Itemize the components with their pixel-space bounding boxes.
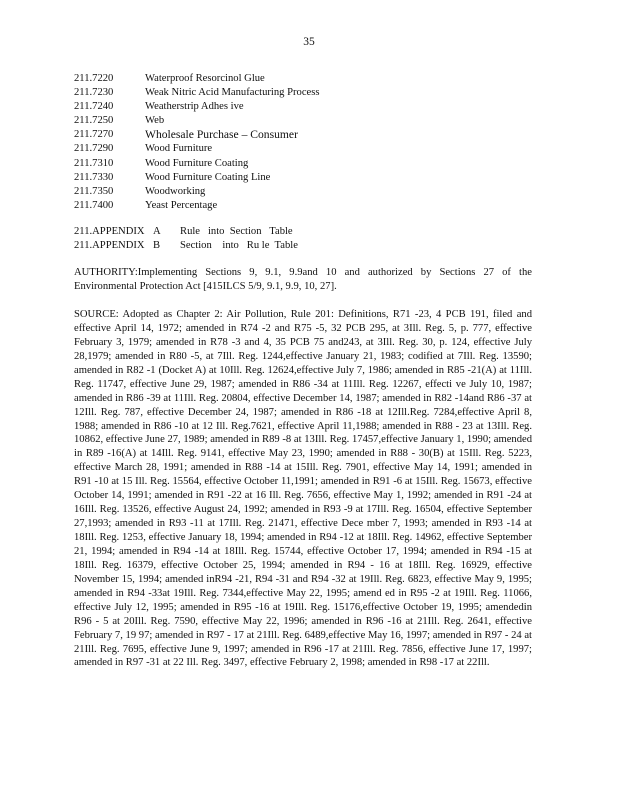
section-row <box>74 72 319 86</box>
section-number: 211.7290 <box>74 143 114 155</box>
page-number: 35 <box>303 36 315 48</box>
appendix-row <box>74 225 298 239</box>
section-number: 211.7270 <box>74 129 114 141</box>
section-row <box>74 86 319 100</box>
section-title: Woodworking <box>145 185 206 197</box>
appendix-label: 211.APPENDIX <box>74 226 145 237</box>
section-row <box>74 199 319 213</box>
section-title: Yeast Percentage <box>145 199 218 211</box>
section-number: 211.7350 <box>74 185 114 197</box>
appendix-row <box>74 239 298 253</box>
section-row <box>74 100 319 114</box>
section-title: Wood Furniture Coating <box>145 157 249 169</box>
section-title: Wood Furniture Coating Line <box>145 171 271 183</box>
section-number: 211.7400 <box>74 199 114 211</box>
section-title: Weatherstrip Adhes ive <box>145 101 244 113</box>
section-title: Web <box>145 115 165 127</box>
section-row <box>74 157 319 171</box>
section-row <box>74 142 319 156</box>
appendix-title: Section into Ru le Table <box>180 240 298 252</box>
section-title: Weak Nitric Acid Manufacturing Process <box>145 87 320 99</box>
section-title: Wholesale Purchase – Consumer <box>145 128 298 142</box>
section-number: 211.7250 <box>74 115 114 127</box>
appendix-title: Rule into Section Table <box>180 226 293 237</box>
section-number: 211.7230 <box>74 87 114 99</box>
appendix-label: 211.APPENDIX <box>74 240 145 252</box>
section-title: Wood Furniture <box>145 143 213 155</box>
section-list <box>74 72 319 213</box>
section-row <box>74 185 319 199</box>
source-note: SOURCE: Adopted as Chapter 2: Air Pollution, Rule 201: Definitions, R71 -23, 4 PCB 191, filed and effective April 14, 1972; amended in R74 -2 and R75 -5, 32 PCB 295, at 3Ill. Reg. 5, p. 777, effective February 3, 1979; amended in R78 -3 and 4, 35 PCB 75 and243, at 3Ill. Reg. 30, p. 124, effective July 28,1979; amended in R80 -5, at 7Ill. Reg. 1244,effective January 21, 1983; codified at 7Ill. Reg. 13590; amended in R82 -1 (Docket A) at 10Ill. Reg. 12624,effective July 7, 1986; amended in R85 -21(A) at 11Ill. Reg. 11747, effective June 29, 1987; amended in R86 -34 at 11Ill. Reg. 12267, effecti ve July 10, 1987; amended in R86 -39 at 11Ill. Reg. 20804, effective December 14, 1987; amended in R82 -14and R86 -37 at 12Ill. Reg. 787, effective December 24, 1987; amended in R86 -18 at 12Ill.Reg. 7284,effective April 8, 1988; amended in R86 -10 at 12 Ill. Reg.7621, effective April 11,1988; amended in R88 - 23 at 13Ill. Reg. 10862, effective June 27, 1989; amended in R89 -8 at 13Ill. Reg. 17457,effective January 1, 1990; amended in R89 -16(A) at 14Ill. Reg. 9141, effective May 23, 1990; amended in R88 - 30(B) at 15Ill. Reg. 5223, effective March 28, 1991; amended in R88 -14 at 15Ill. Reg. 7901, effective May 14, 1991; amended in R91 -10 at 15 Ill. Reg. 15564, effective October 11,1991; amended in R91 -6 at 15Ill. Reg. 15673, effective October 14, 1991; amended in R91 -22 at 16 Ill. Reg. 7656, effective May 1, 1992; amended in R91 -24 at 16Ill. Reg. 13526, effective August 24, 1992; amended in R93 -9 at 17Ill. Reg. 16504, effective September 27,1993; amended in R93 -11 at 17Ill. Reg. 21471, effective Dece mber 7, 1993; amended in R93 -14 at 18Ill. Reg. 1253, effective January 18, 1994; amended in R94 -12 at 18Ill. Reg. 14962, effective September 21, 1994; amended in R94 -14 at 18Ill. Reg. 15744, effective October 17, 1994; amended in R94 -15 at 18Ill. Reg. 16379, effective October 25, 1994; amended in R94 - 16 at 18Ill. Reg. 16929, effective November 15, 1994; amended inR94 -21, R94 -31 and R94 -32 at 19Ill. Reg. 6823, effective May 9, 1995; amended in R94 -33at 19Ill. Reg. 7344,effective May 22, 1995; amend ed in R95 -2 at 19Ill. Reg. 11066, effective July 12, 1995; amended in R95 -16 at 19Ill. Reg. 15176,effective October 19, 1995; amendedin R96 - 5 at 20Ill. Reg. 7590, effective May 22, 1996; amended in R96 -16 at 21Ill. Reg. 2641, effective February 7, 19 97; amended in R97 - 17 at 21Ill. Reg. 6489,effective May 16, 1997; amended in R97 - 24 at 21Ill. Reg. 7695, effective June 9, 1997; amended in R96 -17 at 21Ill. Reg. 7856, effective June 17, 1997; amended in R97 -31 at 22 Ill. Reg. 3497, effective February 2, 1998; amended in R98 -17 at 22Ill. <box>74 309 532 669</box>
appendix-list <box>74 225 298 253</box>
section-row <box>74 128 319 142</box>
section-number: 211.7310 <box>74 157 114 169</box>
section-title: Waterproof Resorcinol Glue <box>145 73 265 84</box>
section-number: 211.7330 <box>74 171 114 183</box>
appendix-letter: A <box>153 226 161 237</box>
appendix-letter: B <box>153 240 161 252</box>
section-row <box>74 114 319 128</box>
section-row <box>74 171 319 185</box>
section-number: 211.7220 <box>74 73 114 84</box>
authority-note: AUTHORITY:Implementing Sections 9, 9.1, 9.9and 10 and authorized by Sections 27 of the Environmental Protection Act [415ILCS 5/9, 9.1, 9.9, 10, 27]. <box>74 267 532 293</box>
section-number: 211.7240 <box>74 101 114 113</box>
